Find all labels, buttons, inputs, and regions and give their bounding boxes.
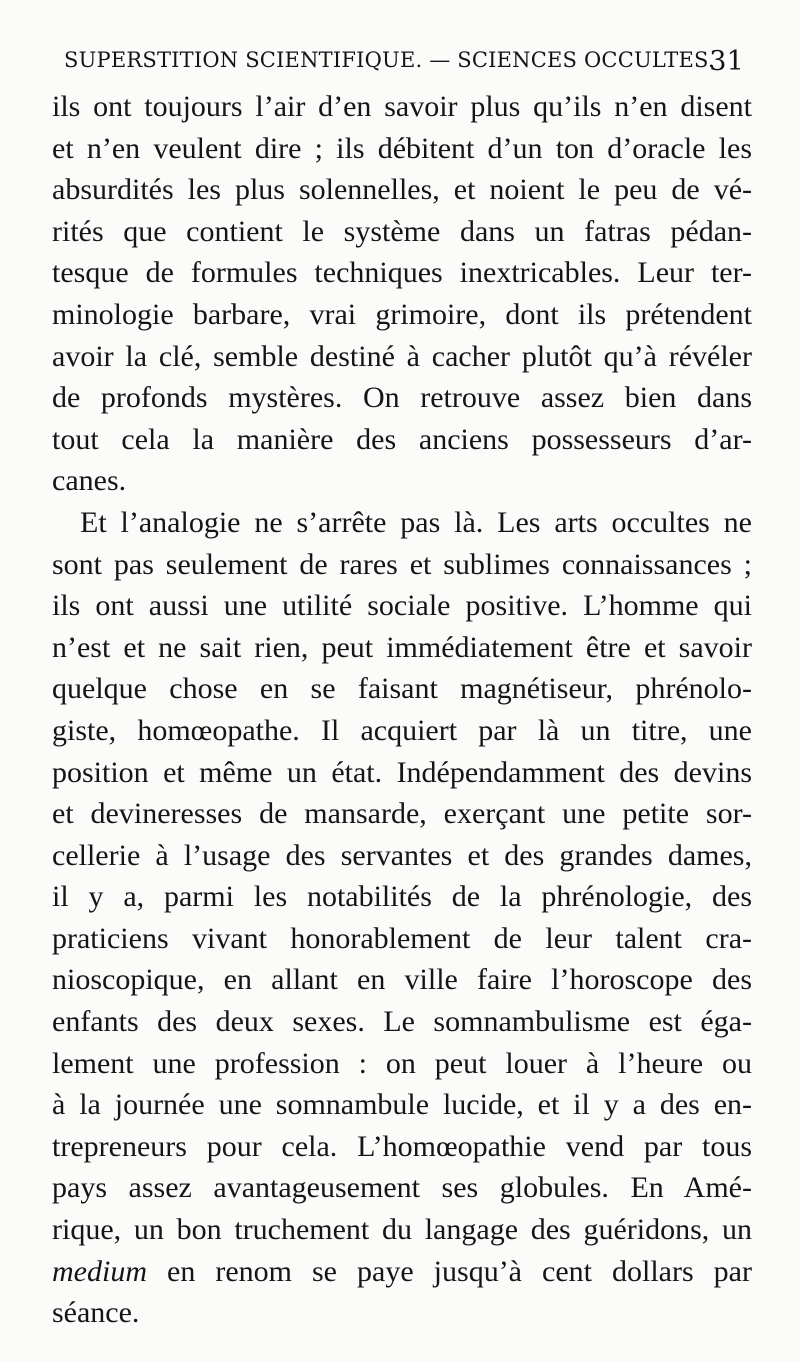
text-line: n’est et ne sait rien, peut immédiatement être et savoir — [52, 630, 752, 664]
text-line: giste, homœopathe. Il acquiert par là un titre, une — [52, 713, 752, 747]
text-line: à la journée une somnambule lucide, et il y a des en- — [52, 1088, 752, 1122]
page-number: 31 — [709, 46, 744, 77]
text-line: tout cela la manière des anciens possesseurs d’ar- — [52, 422, 752, 456]
text-line: trepreneurs pour cela. L’homœopathie vend par tous — [52, 1129, 752, 1163]
text-line: Et l’analogie ne s’arrête pas là. Les arts occultes ne — [80, 505, 752, 539]
running-title: SUPERSTITION SCIENTIFIQUE. — SCIENCES OCCULTES. — [64, 48, 715, 72]
text-line: canes. — [52, 464, 127, 498]
text-line: absurdités les plus solennelles, et noient le peu de vé- — [52, 173, 752, 207]
text-line — [52, 1251, 752, 1293]
text-line: minologie barbare, vrai grimoire, dont ils prétendent — [52, 297, 752, 331]
text-line: enfants des deux sexes. Le somnambulisme est éga- — [52, 1005, 752, 1039]
text-line: sont pas seulement de rares et sublimes connaissances ; — [52, 547, 752, 581]
text-line: rités que contient le système dans un fatras pédan- — [52, 214, 752, 248]
text-line: ils ont toujours l’air d’en savoir plus qu’ils n’en disent — [52, 90, 752, 123]
body-text — [52, 86, 752, 1334]
text-line: et n’en veulent dire ; ils débitent d’un ton d’oracle les — [52, 131, 752, 165]
text-line: il y a, parmi les notabilités de la phrénologie, des — [52, 880, 752, 914]
running-head — [54, 46, 744, 80]
text-line: praticiens vivant honorablement de leur talent cra- — [52, 921, 752, 955]
text-line: rique, un bon truchement du langage des guéridons, un — [52, 1213, 752, 1247]
text-line-rest: en renom se paye jusqu’à cent dollars par — [146, 1254, 752, 1288]
text-line: cellerie à l’usage des servantes et des grandes dames, — [52, 838, 752, 872]
paragraph-2 — [52, 502, 752, 1334]
text-line: position et même un état. Indépendamment des devins — [52, 755, 752, 789]
paragraph-1 — [52, 86, 752, 502]
text-line: avoir la clé, semble destiné à cacher plutôt qu’à révéler — [52, 339, 752, 373]
text-line: de profonds mystères. On retrouve assez bien dans — [52, 381, 752, 415]
text-line: tesque de formules techniques inextricables. Leur ter- — [52, 256, 752, 290]
text-line: et devineresses de mansarde, exerçant une petite sor- — [52, 797, 752, 831]
text-line: nioscopique, en allant en ville faire l’horoscope des — [52, 963, 752, 997]
text-line: séance. — [52, 1296, 140, 1330]
text-line: lement une profession : on peut louer à l’heure ou — [52, 1046, 752, 1080]
italic-word: medium — [52, 1254, 147, 1288]
text-line: ils ont aussi une utilité sociale positive. L’homme qui — [52, 589, 752, 623]
text-line: quelque chose en se faisant magnétiseur, phrénolo- — [52, 672, 752, 706]
text-line: pays assez avantageusement ses globules. En Amé- — [52, 1171, 752, 1205]
